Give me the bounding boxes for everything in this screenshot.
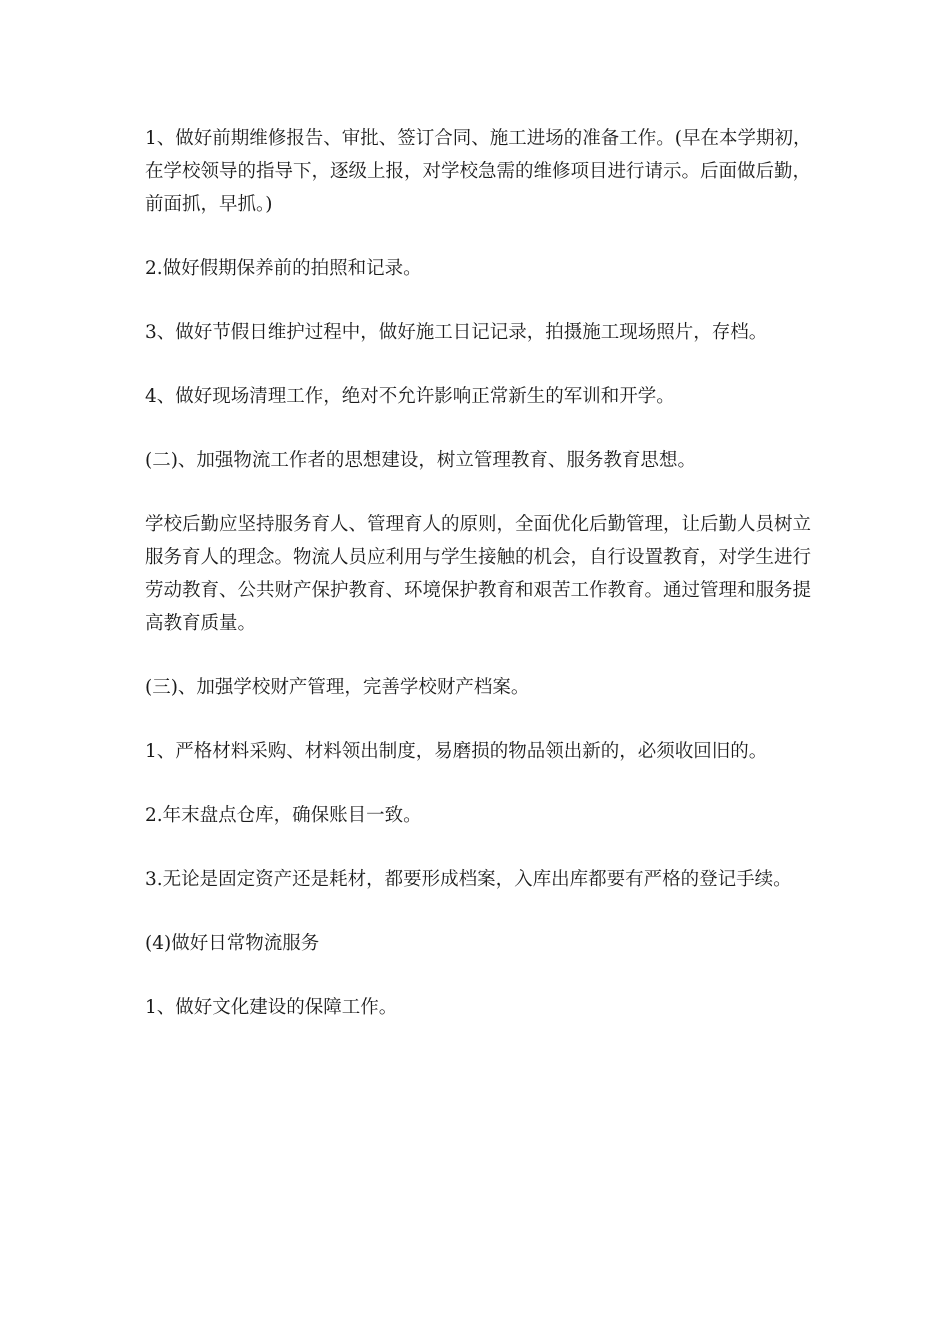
- section-heading-3: (三)、加强学校财产管理，完善学校财产档案。: [145, 677, 530, 698]
- paragraph-site-cleanup: 4、做好现场清理工作，绝对不允许影响正常新生的军训和开学。: [145, 386, 675, 407]
- section-heading-4: (4)做好日常物流服务: [145, 933, 320, 954]
- paragraph-photo-record: 2.做好假期保养前的拍照和记录。: [145, 258, 422, 279]
- paragraph-material-procurement: 1、严格材料采购、材料领出制度，易磨损的物品领出新的，必须收回旧的。: [145, 741, 768, 762]
- paragraph-service-education: 学校后勤应坚持服务育人、管理育人的原则，全面优化后勤管理，让后勤人员树立服务育人的理念。物流人员应利用与学生接触的机会，自行设置教育，对学生进行劳动教育、公共财产保护教育、环境保护教育和艰苦工作教育。通过管理和服务提高教育质量。: [145, 514, 812, 634]
- paragraph-inventory: 2.年末盘点仓库，确保账目一致。: [145, 805, 422, 826]
- section-heading-2: (二)、加强物流工作者的思想建设，树立管理教育、服务教育思想。: [145, 450, 696, 471]
- paragraph-holiday-maintenance: 3、做好节假日维护过程中，做好施工日记记录，拍摄施工现场照片，存档。: [145, 322, 768, 343]
- paragraph-asset-records: 3.无论是固定资产还是耗材，都要形成档案，入库出库都要有严格的登记手续。: [145, 869, 792, 890]
- paragraph-culture-support: 1、做好文化建设的保障工作。: [145, 997, 398, 1018]
- paragraph-maintenance-prep: 1、做好前期维修报告、审批、签订合同、施工进场的准备工作。(早在本学期初，在学校领导的指导下，逐级上报，对学校急需的维修项目进行请示。后面做后勤，前面抓，早抓。): [145, 128, 812, 215]
- document-page: [145, 122, 815, 1055]
